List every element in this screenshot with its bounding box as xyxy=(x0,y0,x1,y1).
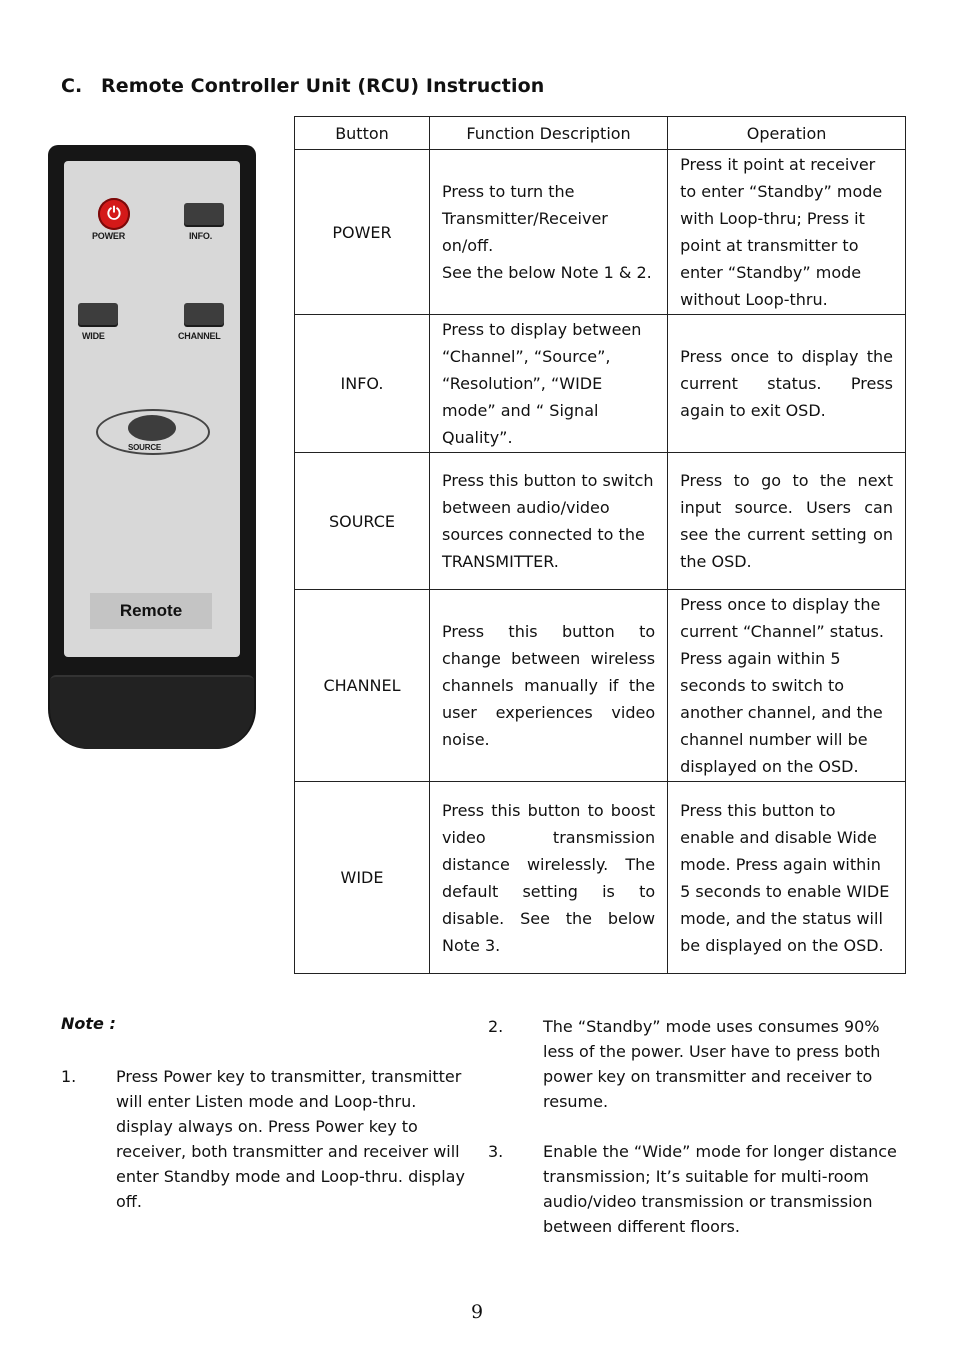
table-row xyxy=(295,453,906,590)
row-function: Press this button to change between wireless channels manually if the user experiences video noise. xyxy=(429,590,667,782)
note-number: 1. xyxy=(61,1067,77,1086)
button-function-table xyxy=(294,116,906,974)
remote-bottom xyxy=(50,675,254,749)
row-operation: Press this button to enable and disable Wide mode. Press again within 5 seconds to enable WIDE mode, and the status will be displayed on the OSD. xyxy=(668,782,906,974)
page-number: 9 xyxy=(470,1301,484,1323)
remote-illustration xyxy=(48,145,256,749)
info-label: INFO. xyxy=(189,231,212,241)
row-button-name: CHANNEL xyxy=(295,590,430,782)
section-letter: C. xyxy=(61,75,83,97)
table-header-row xyxy=(295,117,906,150)
row-function: Press to display between “Channel”, “Source”, “Resolution”, “WIDE mode” and “ Signal Quality”. xyxy=(429,315,667,453)
table-row xyxy=(295,315,906,453)
remote-face xyxy=(64,161,240,657)
note-number: 3. xyxy=(488,1142,504,1161)
row-operation: Press once to display the current “Channel” status. Press again within 5 seconds to switch to another channel, and the channel number will be displayed on the OSD. xyxy=(668,590,906,782)
notes-title: Note : xyxy=(61,1014,116,1033)
row-button-name: POWER xyxy=(295,150,430,315)
power-button-icon: ⏻ xyxy=(98,198,130,230)
row-function: Press to turn the Transmitter/Receiver on/off. See the below Note 1 & 2. xyxy=(429,150,667,315)
source-label: SOURCE xyxy=(128,443,162,452)
row-operation: Press to go to the next input source. Users can see the current setting on the OSD. xyxy=(668,453,906,590)
info-button-icon xyxy=(184,203,224,225)
row-button-name: SOURCE xyxy=(295,453,430,590)
row-operation: Press once to display the current status. Press again to exit OSD. xyxy=(668,315,906,453)
wide-label: WIDE xyxy=(82,331,105,341)
source-button-icon xyxy=(128,415,176,441)
row-button-name: INFO. xyxy=(295,315,430,453)
note-number: 2. xyxy=(488,1017,504,1036)
table-row xyxy=(295,782,906,974)
row-function: Press this button to switch between audio/video sources connected to the TRANSMITTER. xyxy=(429,453,667,590)
section-heading xyxy=(61,75,544,97)
note-text: The “Standby” mode uses consumes 90% less of the power. User have to press both power key on transmitter and receiver to resume. xyxy=(543,1017,881,1111)
channel-label: CHANNEL xyxy=(178,331,221,341)
table-row xyxy=(295,590,906,782)
note-text: Press Power key to transmitter, transmitter will enter Listen mode and Loop-thru. display always on. Press Power key to receiver, both transmitter and receiver will enter Standby mode and Loop-thru. display off. xyxy=(116,1067,465,1211)
section-title: Remote Controller Unit (RCU) Instruction xyxy=(101,75,545,97)
row-operation: Press it point at receiver to enter “Standby” mode with Loop-thru; Press it point at transmitter to enter “Standby” mode without Loop-thru. xyxy=(668,150,906,315)
remote-tag: Remote xyxy=(90,593,212,629)
row-button-name: WIDE xyxy=(295,782,430,974)
table-row xyxy=(295,150,906,315)
power-label: POWER xyxy=(92,231,126,241)
header-function: Function Description xyxy=(429,117,667,150)
row-function: Press this button to boost video transmission distance wirelessly. The default setting is to disable. See the below Note 3. xyxy=(429,782,667,974)
wide-button-icon xyxy=(78,303,118,325)
header-button: Button xyxy=(295,117,430,150)
note-text: Enable the “Wide” mode for longer distance transmission; It’s suitable for multi-room audio/video transmission or transmission between different floors. xyxy=(543,1142,897,1236)
header-operation: Operation xyxy=(668,117,906,150)
channel-button-icon xyxy=(184,303,224,325)
